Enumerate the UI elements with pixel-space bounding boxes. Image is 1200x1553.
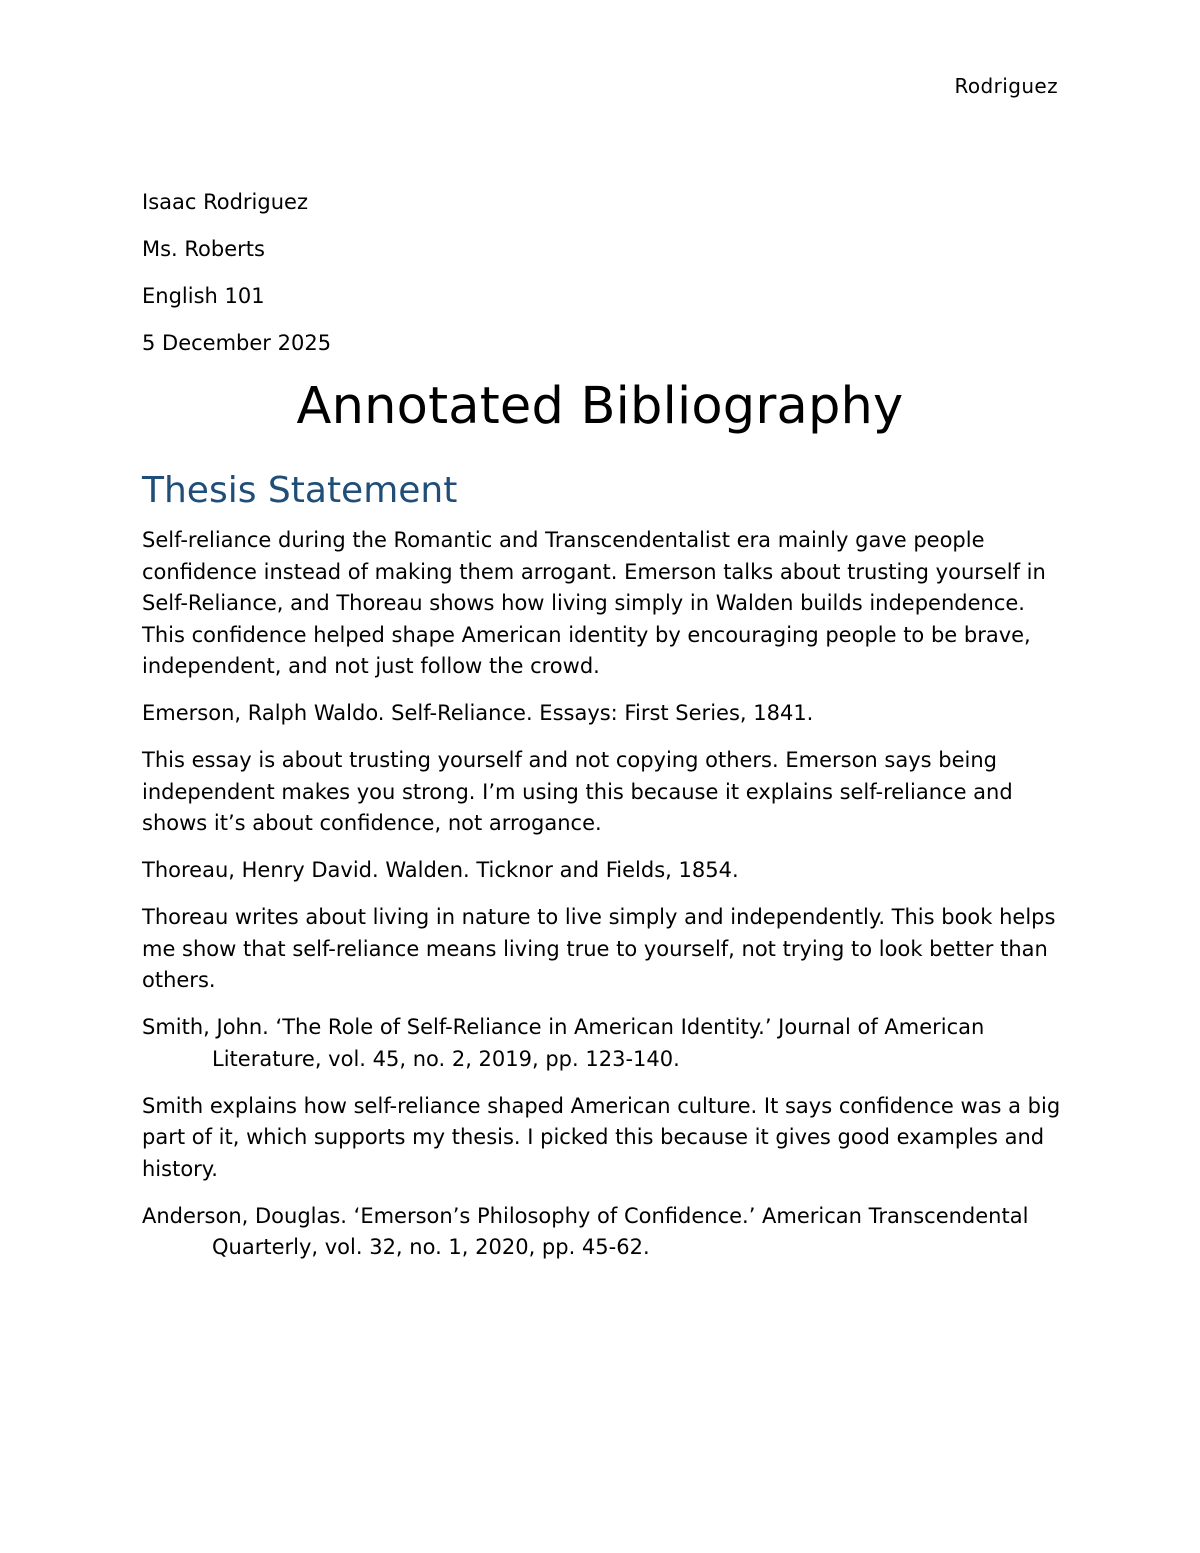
citation-anderson: Anderson, Douglas. ‘Emerson’s Philosophy of Confidence.’ American Transcendental Quarterly, vol. 32, no. 1, 2020, pp. 45-62.	[142, 1203, 1029, 1259]
document-title: Annotated Bibliography	[296, 377, 904, 436]
thesis-heading: Thesis Statement	[142, 470, 458, 511]
annotation-smith: Smith explains how self-reliance shaped American culture. It says confidence was a big part of it, which supports my thesis. I picked this because it gives good examples and history.	[142, 1093, 1061, 1181]
running-head: Rodriguez	[954, 74, 1058, 98]
document-body	[142, 188, 1062, 1279]
annotation-emerson: This essay is about trusting yourself and not copying others. Emerson says being independent makes you strong. I’m using this because it explains self-reliance and shows it’s about confidence, not arrogance.	[142, 748, 1013, 835]
student-name: Isaac Rodriguez	[142, 190, 308, 214]
submission-date: 5 December 2025	[142, 331, 332, 355]
citation-smith: Smith, John. ‘The Role of Self-Reliance in American Identity.’ Journal of American Literature, vol. 45, no. 2, 2019, pp. 123-140.	[142, 1015, 985, 1071]
course-name: English 101	[142, 284, 265, 308]
thesis-text: Self-reliance during the Romantic and Transcendentalist era mainly gave people confidence instead of making them arrogant. Emerson talks about trusting yourself in Self-Reliance, and Thoreau shows how living simply in Walden builds independence. This confidence helped shape American identity by encouraging people to be brave, independent, and not just follow the crowd.	[142, 528, 1046, 678]
citation-thoreau: Thoreau, Henry David. Walden. Ticknor and Fields, 1854.	[142, 858, 739, 882]
instructor-name: Ms. Roberts	[142, 237, 265, 261]
citation-emerson: Emerson, Ralph Waldo. Self-Reliance. Essays: First Series, 1841.	[142, 701, 814, 725]
annotation-thoreau: Thoreau writes about living in nature to live simply and independently. This book helps me show that self-reliance means living true to yourself, not trying to look better than others.	[142, 905, 1056, 992]
